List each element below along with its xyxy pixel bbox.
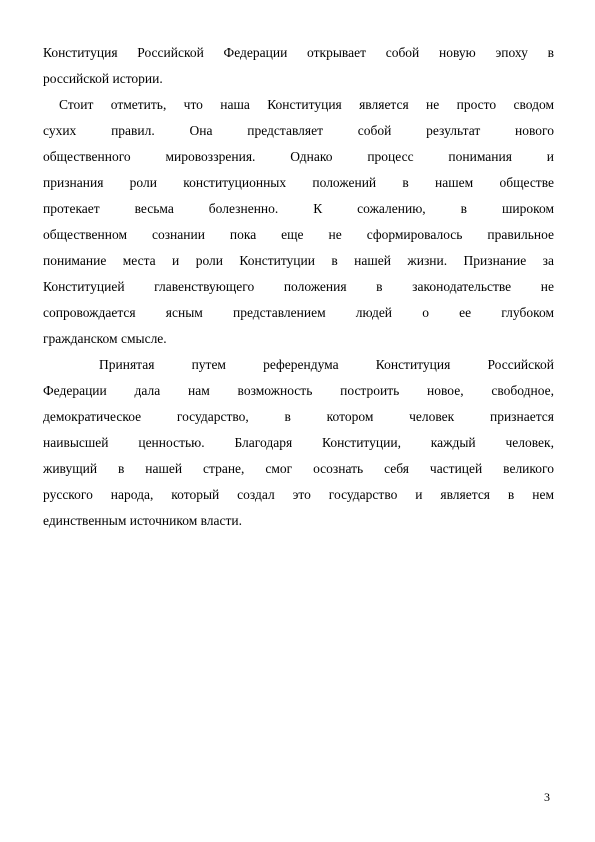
text-line: понимание места и роли Конституции в нашей жизни. Признание за — [43, 253, 554, 268]
text-line: признания роли конституционных положений в нашем обществе — [43, 175, 554, 190]
text-line: российской истории. — [43, 71, 163, 86]
text-line: единственным источником власти. — [43, 513, 243, 528]
text-line: гражданском смысле. — [43, 331, 167, 346]
text-line: сопровождается ясным представлением людей о ее глубоком — [43, 305, 554, 320]
text-line: Федерации дала нам возможность построить новое, свободное, — [43, 383, 554, 398]
paragraph-first-line: Принятая путем референдума Конституция Российской — [99, 357, 554, 372]
text-line: русского народа, который создал это государство и является в нем — [43, 487, 554, 502]
text-line: общественном сознании пока еще не сформировалось правильное — [43, 227, 554, 242]
page-number: 3 — [544, 790, 550, 804]
text-line: Конституцией главенствующего положения в законодательстве не — [43, 279, 554, 294]
text-line: общественного мировоззрения. Однако процесс понимания и — [43, 149, 554, 164]
text-line: наивысшей ценностью. Благодаря Конституции, каждый человек, — [43, 435, 554, 450]
paragraph-first-line: Стоит отметить, что наша Конституция является не просто сводом — [59, 97, 554, 112]
body-text — [43, 44, 554, 538]
text-line: демократическое государство, в котором человек признается — [43, 409, 554, 424]
text-line: протекает весьма болезненно. К сожалению, в широком — [43, 201, 554, 216]
text-line: сухих правил. Она представляет собой результат нового — [43, 123, 554, 138]
text-line: живущий в нашей стране, смог осознать себя частицей великого — [43, 461, 554, 476]
text-line: Конституция Российской Федерации открывает собой новую эпоху в — [43, 45, 554, 60]
